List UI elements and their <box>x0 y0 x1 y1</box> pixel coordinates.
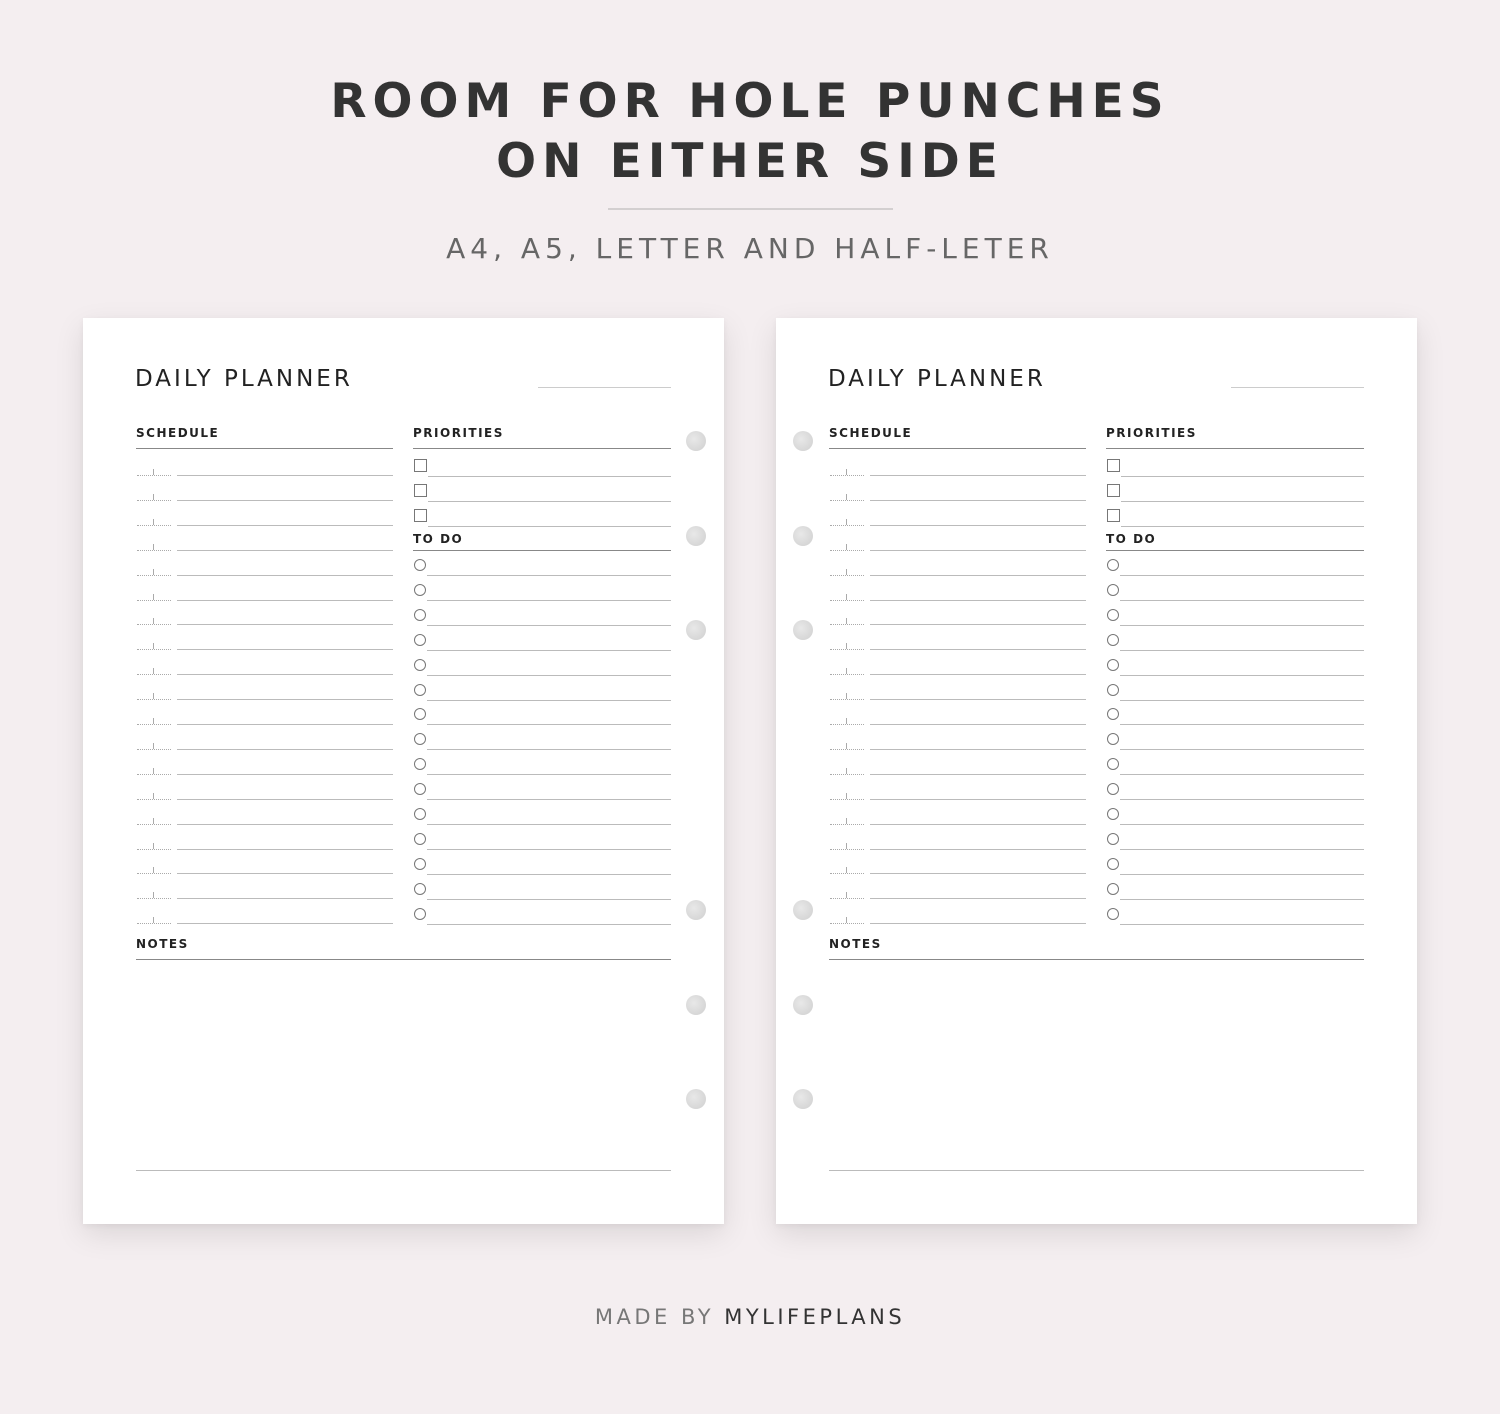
todo-circle <box>414 634 426 646</box>
todo-label: TO DO <box>1106 532 1157 546</box>
todo-circle <box>414 858 426 870</box>
todo-circle <box>414 883 426 895</box>
todo-header-rule <box>413 550 671 551</box>
schedule-time-mark <box>830 668 864 675</box>
schedule-time-mark <box>830 519 864 526</box>
schedule-row-line <box>870 824 1086 825</box>
schedule-time-mark <box>137 469 171 476</box>
todo-circle <box>414 708 426 720</box>
todo-row-line <box>1120 675 1364 676</box>
schedule-time-mark <box>137 693 171 700</box>
todo-circle <box>1107 659 1119 671</box>
hole-punch <box>793 900 813 920</box>
priority-row-line <box>428 501 671 502</box>
todo-row-line <box>427 924 671 925</box>
todo-row-line <box>427 575 671 576</box>
notes-label: NOTES <box>829 937 882 951</box>
priority-checkbox <box>414 484 427 497</box>
todo-circle <box>414 758 426 770</box>
priority-checkbox <box>414 459 427 472</box>
schedule-row-line <box>870 649 1086 650</box>
hole-punch <box>793 1089 813 1109</box>
todo-row-line <box>427 749 671 750</box>
todo-circle <box>1107 883 1119 895</box>
date-line <box>1231 387 1364 388</box>
schedule-time-mark <box>830 867 864 874</box>
todo-circle <box>414 659 426 671</box>
heading-divider <box>608 208 893 210</box>
priority-checkbox <box>1107 484 1120 497</box>
schedule-time-mark <box>830 818 864 825</box>
schedule-time-mark <box>137 843 171 850</box>
schedule-time-mark <box>137 718 171 725</box>
todo-circle <box>414 833 426 845</box>
schedule-row-line <box>870 699 1086 700</box>
schedule-row-line <box>177 624 393 625</box>
todo-row-line <box>427 899 671 900</box>
hole-punch <box>686 431 706 451</box>
todo-row-line <box>427 675 671 676</box>
page-subheading: A4, A5, LETTER AND HALF-LETER <box>446 232 1054 265</box>
schedule-row-line <box>870 724 1086 725</box>
todo-circle <box>414 609 426 621</box>
planner-sheet-right <box>776 318 1417 1224</box>
todo-circle <box>414 908 426 920</box>
schedule-time-mark <box>830 693 864 700</box>
priority-row-line <box>428 526 671 527</box>
todo-row-line <box>1120 874 1364 875</box>
todo-row-line <box>1120 849 1364 850</box>
todo-row-line <box>1120 749 1364 750</box>
todo-row-line <box>427 724 671 725</box>
schedule-row-line <box>870 873 1086 874</box>
todo-circle <box>1107 783 1119 795</box>
schedule-time-mark <box>137 494 171 501</box>
hole-punch <box>686 995 706 1015</box>
schedule-time-mark <box>830 743 864 750</box>
schedule-header-rule <box>136 448 393 449</box>
hole-punch <box>793 995 813 1015</box>
schedule-time-mark <box>830 917 864 924</box>
todo-circle <box>1107 609 1119 621</box>
priority-row-line <box>1121 476 1364 477</box>
todo-row-line <box>427 824 671 825</box>
notes-bottom-rule <box>136 1170 671 1171</box>
schedule-row-line <box>177 749 393 750</box>
todo-circle <box>414 808 426 820</box>
schedule-row-line <box>870 600 1086 601</box>
schedule-row-line <box>177 724 393 725</box>
todo-label: TO DO <box>413 532 464 546</box>
priority-row-line <box>1121 501 1364 502</box>
todo-row-line <box>1120 700 1364 701</box>
schedule-row-line <box>870 923 1086 924</box>
notes-label: NOTES <box>136 937 189 951</box>
notes-header-rule <box>136 959 671 960</box>
todo-row-line <box>1120 824 1364 825</box>
schedule-time-mark <box>137 917 171 924</box>
todo-circle <box>1107 684 1119 696</box>
notes-header-rule <box>829 959 1364 960</box>
todo-circle <box>414 684 426 696</box>
schedule-time-mark <box>830 892 864 899</box>
schedule-row-line <box>870 475 1086 476</box>
schedule-time-mark <box>137 544 171 551</box>
schedule-time-mark <box>137 768 171 775</box>
schedule-row-line <box>177 525 393 526</box>
todo-row-line <box>1120 600 1364 601</box>
schedule-time-mark <box>830 793 864 800</box>
page-heading <box>0 72 1500 192</box>
schedule-row-line <box>177 824 393 825</box>
footer-brand: MYLIFEPLANS <box>724 1305 906 1329</box>
todo-row-line <box>427 600 671 601</box>
planner-sheet-left <box>83 318 724 1224</box>
schedule-row-line <box>870 849 1086 850</box>
todo-circle <box>414 733 426 745</box>
schedule-row-line <box>177 674 393 675</box>
planner-title: DAILY PLANNER <box>828 366 1046 392</box>
date-line <box>538 387 671 388</box>
hole-punch <box>793 526 813 546</box>
todo-circle <box>1107 584 1119 596</box>
todo-circle <box>1107 708 1119 720</box>
todo-circle <box>1107 808 1119 820</box>
schedule-row-line <box>870 525 1086 526</box>
todo-row-line <box>427 650 671 651</box>
schedule-time-mark <box>830 544 864 551</box>
priority-checkbox <box>1107 509 1120 522</box>
schedule-time-mark <box>137 643 171 650</box>
todo-row-line <box>1120 575 1364 576</box>
schedule-row-line <box>177 500 393 501</box>
todo-circle <box>1107 559 1119 571</box>
schedule-row-line <box>177 923 393 924</box>
todo-row-line <box>1120 924 1364 925</box>
schedule-row-line <box>177 475 393 476</box>
todo-row-line <box>1120 650 1364 651</box>
todo-row-line <box>1120 625 1364 626</box>
schedule-time-mark <box>137 743 171 750</box>
planner-title: DAILY PLANNER <box>135 366 353 392</box>
priority-checkbox <box>414 509 427 522</box>
schedule-row-line <box>870 575 1086 576</box>
schedule-time-mark <box>137 818 171 825</box>
hole-punch <box>686 620 706 640</box>
todo-row-line <box>1120 724 1364 725</box>
hole-punch <box>686 526 706 546</box>
schedule-row-line <box>870 898 1086 899</box>
todo-circle <box>1107 908 1119 920</box>
schedule-time-mark <box>830 618 864 625</box>
schedule-time-mark <box>830 469 864 476</box>
todo-row-line <box>1120 799 1364 800</box>
todo-circle <box>414 559 426 571</box>
schedule-row-line <box>177 575 393 576</box>
schedule-row-line <box>177 649 393 650</box>
schedule-time-mark <box>830 494 864 501</box>
priority-checkbox <box>1107 459 1120 472</box>
schedule-time-mark <box>830 594 864 601</box>
schedule-row-line <box>177 550 393 551</box>
schedule-time-mark <box>137 594 171 601</box>
todo-row-line <box>427 700 671 701</box>
heading-line-1: ROOM FOR HOLE PUNCHES <box>330 74 1170 129</box>
schedule-row-line <box>177 699 393 700</box>
todo-row-line <box>1120 899 1364 900</box>
schedule-row-line <box>177 849 393 850</box>
todo-circle <box>1107 833 1119 845</box>
priority-row-line <box>1121 526 1364 527</box>
priorities-header-rule <box>413 448 671 449</box>
todo-circle <box>414 783 426 795</box>
schedule-row-line <box>870 550 1086 551</box>
todo-row-line <box>427 849 671 850</box>
schedule-row-line <box>177 600 393 601</box>
schedule-time-mark <box>137 793 171 800</box>
todo-row-line <box>427 774 671 775</box>
todo-circle <box>1107 758 1119 770</box>
schedule-row-line <box>870 624 1086 625</box>
schedule-row-line <box>870 774 1086 775</box>
schedule-time-mark <box>137 867 171 874</box>
schedule-time-mark <box>830 718 864 725</box>
notes-bottom-rule <box>829 1170 1364 1171</box>
schedule-row-line <box>177 799 393 800</box>
todo-circle <box>1107 733 1119 745</box>
schedule-row-line <box>870 799 1086 800</box>
hole-punch <box>793 620 813 640</box>
schedule-time-mark <box>137 668 171 675</box>
schedule-time-mark <box>137 892 171 899</box>
schedule-time-mark <box>137 569 171 576</box>
schedule-time-mark <box>830 643 864 650</box>
todo-header-rule <box>1106 550 1364 551</box>
schedule-label: SCHEDULE <box>136 426 220 440</box>
schedule-header-rule <box>829 448 1086 449</box>
todo-circle <box>414 584 426 596</box>
schedule-time-mark <box>830 569 864 576</box>
hole-punch <box>793 431 813 451</box>
todo-circle <box>1107 634 1119 646</box>
schedule-time-mark <box>830 768 864 775</box>
heading-line-2: ON EITHER SIDE <box>496 134 1004 189</box>
schedule-row-line <box>870 749 1086 750</box>
hole-punch <box>686 1089 706 1109</box>
todo-circle <box>1107 858 1119 870</box>
todo-row-line <box>1120 774 1364 775</box>
schedule-time-mark <box>137 519 171 526</box>
priorities-header-rule <box>1106 448 1364 449</box>
priorities-label: PRIORITIES <box>413 426 504 440</box>
priority-row-line <box>428 476 671 477</box>
schedule-row-line <box>177 774 393 775</box>
schedule-label: SCHEDULE <box>829 426 913 440</box>
schedule-row-line <box>177 873 393 874</box>
todo-row-line <box>427 799 671 800</box>
schedule-row-line <box>870 674 1086 675</box>
todo-row-line <box>427 874 671 875</box>
schedule-time-mark <box>137 618 171 625</box>
footer-credit <box>0 1305 1500 1329</box>
schedule-time-mark <box>830 843 864 850</box>
schedule-row-line <box>870 500 1086 501</box>
schedule-row-line <box>177 898 393 899</box>
hole-punch <box>686 900 706 920</box>
todo-row-line <box>427 625 671 626</box>
footer-prefix: MADE BY <box>594 1305 715 1329</box>
priorities-label: PRIORITIES <box>1106 426 1197 440</box>
